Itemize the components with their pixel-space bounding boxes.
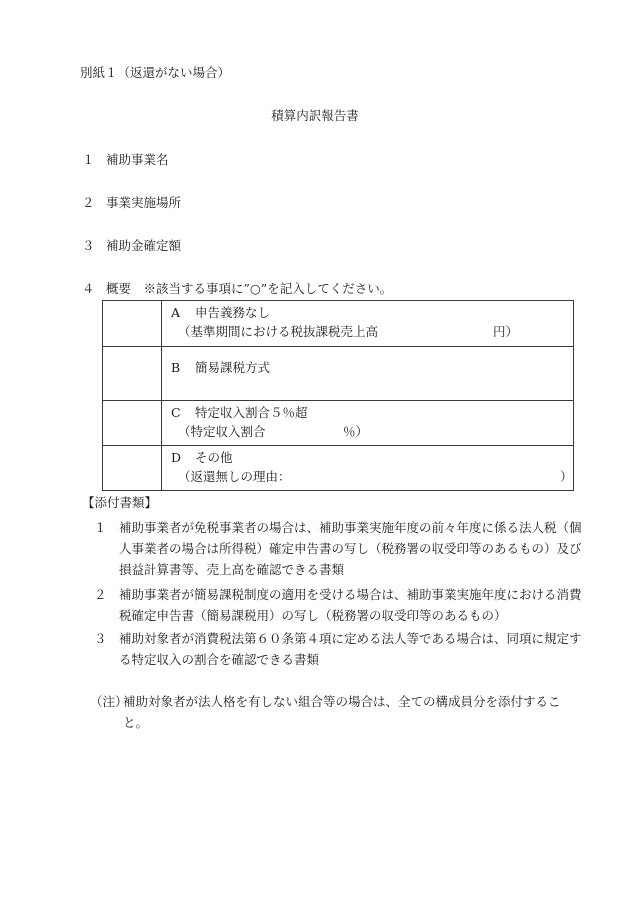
- item-number: ２: [82, 195, 95, 210]
- note: [90, 691, 580, 733]
- item-number: ３: [82, 238, 95, 253]
- option-sub-unit: 円）: [493, 324, 519, 339]
- option-mark-cell-c[interactable]: [103, 401, 162, 446]
- option-row-d: [103, 446, 574, 491]
- option-sub-text: （返還無しの理由：: [178, 469, 291, 484]
- option-desc-a: [162, 301, 574, 347]
- attachment-text: 補助対象者が消費税法第６０条第４項に定める法人等である場合は、同項に規定する特定収入の割合を確認できる書類: [119, 631, 582, 667]
- document-title: 積算内訳報告書: [271, 108, 359, 123]
- option-mark-cell-d[interactable]: [103, 446, 162, 491]
- item-label: 補助金確定額: [106, 238, 182, 253]
- option-sub-unit: ％）: [343, 424, 369, 439]
- item-label: 概要 ※該当する事項に”○”を記入してください。: [106, 281, 393, 296]
- option-desc-c: [162, 401, 574, 446]
- item-label: 補助事業名: [106, 152, 169, 167]
- option-letter: D: [171, 450, 182, 465]
- item-3: [82, 237, 181, 255]
- item-label: 事業実施場所: [106, 195, 182, 210]
- note-text: 補助対象者が法人格を有しない組合等の場合は、全ての構成員分を添付すること。: [123, 694, 561, 730]
- option-sub-text: （基準期間における税抜課税売上高: [178, 324, 379, 339]
- note-tag: （注）: [90, 694, 128, 709]
- item-2: [82, 194, 181, 212]
- item-4: [82, 280, 392, 298]
- option-sub-unit: ）: [560, 469, 573, 484]
- attachment-number: ３: [94, 631, 107, 646]
- option-sub-text: （特定収入割合: [178, 424, 266, 439]
- option-row-c: [103, 401, 574, 446]
- option-letter: A: [171, 305, 181, 320]
- attachment-number: ２: [94, 587, 107, 602]
- option-label: 特定収入割合５％超: [195, 405, 308, 420]
- attachment-item: [94, 628, 584, 670]
- attachments-heading: 【添付書類】: [82, 495, 158, 510]
- annex-label: 別紙１（返還がない場合）: [80, 65, 231, 80]
- option-letter: C: [171, 405, 181, 420]
- attachment-number: １: [94, 520, 107, 535]
- item-number: １: [82, 152, 95, 167]
- option-row-a: [103, 301, 574, 347]
- option-desc-b: [162, 347, 574, 401]
- options-table: [102, 300, 574, 491]
- attachment-text: 補助事業者が免税事業者の場合は、補助事業実施年度の前々年度に係る法人税（個人事業者の場合は所得税）確定申告書の写し（税務署の収受印等のあるもの）及び損益計算書等、売上高を確認できる書類: [119, 520, 582, 577]
- option-label: 簡易課税方式: [195, 360, 271, 375]
- item-1: [82, 151, 169, 169]
- option-label: 申告義務なし: [195, 305, 271, 320]
- option-letter: B: [171, 360, 181, 375]
- option-mark-cell-a[interactable]: [103, 301, 162, 347]
- option-desc-d: [162, 446, 574, 491]
- attachment-item: [94, 517, 584, 580]
- item-number: ４: [82, 281, 95, 296]
- option-mark-cell-b[interactable]: [103, 347, 162, 401]
- attachment-text: 補助事業者が簡易課税制度の適用を受ける場合は、補助事業実施年度における消費税確定申告書（簡易課税用）の写し（税務署の収受印等のあるもの）: [119, 587, 582, 623]
- option-label: その他: [195, 450, 233, 465]
- attachment-item: [94, 584, 584, 626]
- option-row-b: [103, 347, 574, 401]
